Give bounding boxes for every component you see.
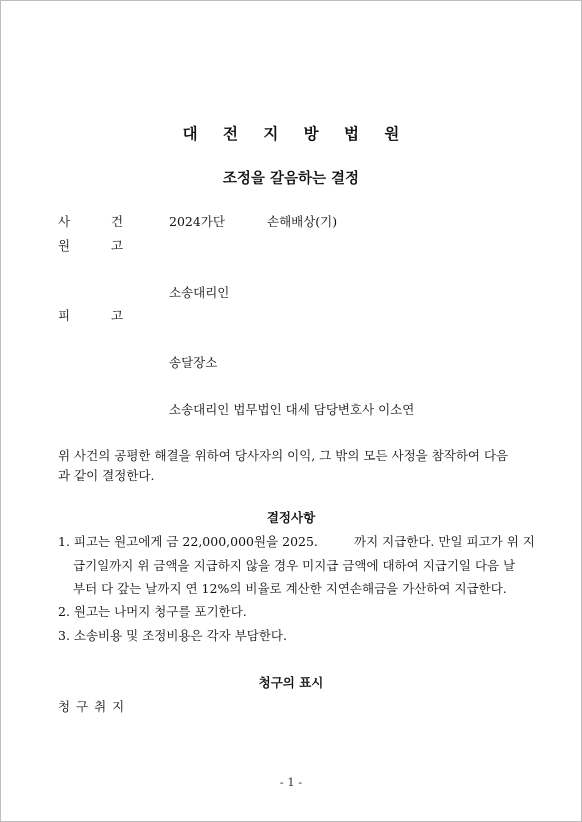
decision-item-1-line-1a: 1. 피고는 원고에게 금 22,000,000원을 2025.: [58, 534, 318, 549]
defendant-label-2: 고: [111, 308, 124, 323]
intro-line-1: 위 사건의 공평한 해결을 위하여 당사자의 이익, 그 밖의 모든 사정을 참작하여 다음: [58, 448, 509, 463]
claim-purpose-label: 청 구 취 지: [58, 699, 126, 714]
decision-item-1-line-3: 부터 다 갚는 날까지 연 12%의 비율로 계산한 지연손해금을 가산하여 지급한다.: [73, 581, 507, 596]
intro-line-2: 과 같이 결정한다.: [58, 468, 155, 483]
case-label-2: 건: [111, 214, 124, 229]
plaintiff-agent-label: 소송대리인: [169, 285, 230, 300]
plaintiff-label-2: 고: [111, 238, 124, 253]
defendant-agent-text: 소송대리인 법무법인 대세 담당변호사 이소연: [169, 402, 415, 417]
court-name: 대 전 지 방 법 원: [182, 125, 410, 143]
case-number: 2024가단: [169, 214, 225, 229]
decision-item-2: 2. 원고는 나머지 청구를 포기한다.: [58, 604, 247, 619]
decision-heading: 결정사항: [266, 510, 316, 525]
decision-item-1-line-1b: 까지 지급한다. 만일 피고가 위 지: [354, 534, 535, 549]
defendant-service-label: 송달장소: [169, 355, 218, 370]
decision-item-1-line-2: 급기일까지 위 금액을 지급하지 않을 경우 미지급 금액에 대하여 지급기일 다음 날: [73, 558, 516, 573]
case-name: 손해배상(기): [267, 214, 338, 229]
page-number: - 1 -: [279, 775, 303, 789]
case-label-1: 사: [58, 214, 71, 229]
defendant-label-1: 피: [58, 308, 71, 323]
plaintiff-label-1: 원: [58, 238, 71, 253]
decision-item-3: 3. 소송비용 및 조정비용은 각자 부담한다.: [58, 628, 287, 643]
claim-heading: 청구의 표시: [258, 675, 324, 690]
document-title: 조정을 갈음하는 결정: [222, 171, 360, 187]
